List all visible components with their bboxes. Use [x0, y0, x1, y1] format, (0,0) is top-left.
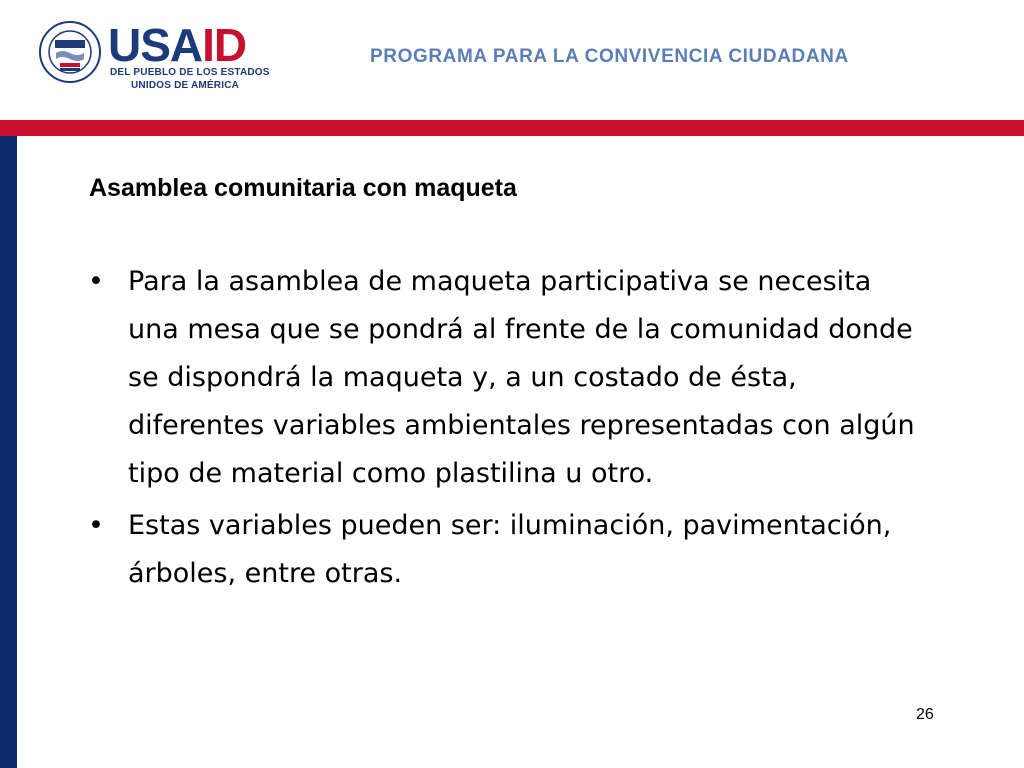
bullet-text: Para la asamblea de maqueta participativa se necesita una mesa que se pondrá al frente de la comunidad donde se dispondrá la maqueta y, a un costado de ésta, diferentes variables ambientales representadas con algún tipo de material como plastilina u otro.: [128, 266, 915, 489]
usaid-logo: [108, 19, 247, 71]
program-title: PROGRAMA PARA LA CONVIVENCIA CIUDADANA: [370, 46, 849, 67]
usaid-tagline-line1: DEL PUEBLO DE LOS ESTADOS: [110, 67, 270, 78]
bullet-list: [88, 258, 928, 602]
slide-header: [0, 0, 1024, 120]
usaid-seal-icon: [38, 20, 102, 84]
usaid-logo-accent: ID: [202, 19, 247, 71]
bullet-dot-icon: •: [88, 510, 104, 541]
bullet-item: [88, 258, 928, 498]
slide-title: Asamblea comunitaria con maqueta: [89, 174, 517, 202]
bullet-dot-icon: •: [88, 266, 104, 297]
usaid-tagline-line2: UNIDOS DE AMÉRICA: [131, 80, 240, 91]
left-accent-bar: [0, 136, 17, 768]
header-divider-bar: [0, 120, 1024, 136]
usaid-logo-main: USA: [108, 19, 203, 71]
page-number: 26: [916, 706, 934, 723]
bullet-item: [88, 502, 928, 598]
bullet-text: Estas variables pueden ser: iluminación, pavimentación, árboles, entre otras.: [128, 510, 892, 589]
